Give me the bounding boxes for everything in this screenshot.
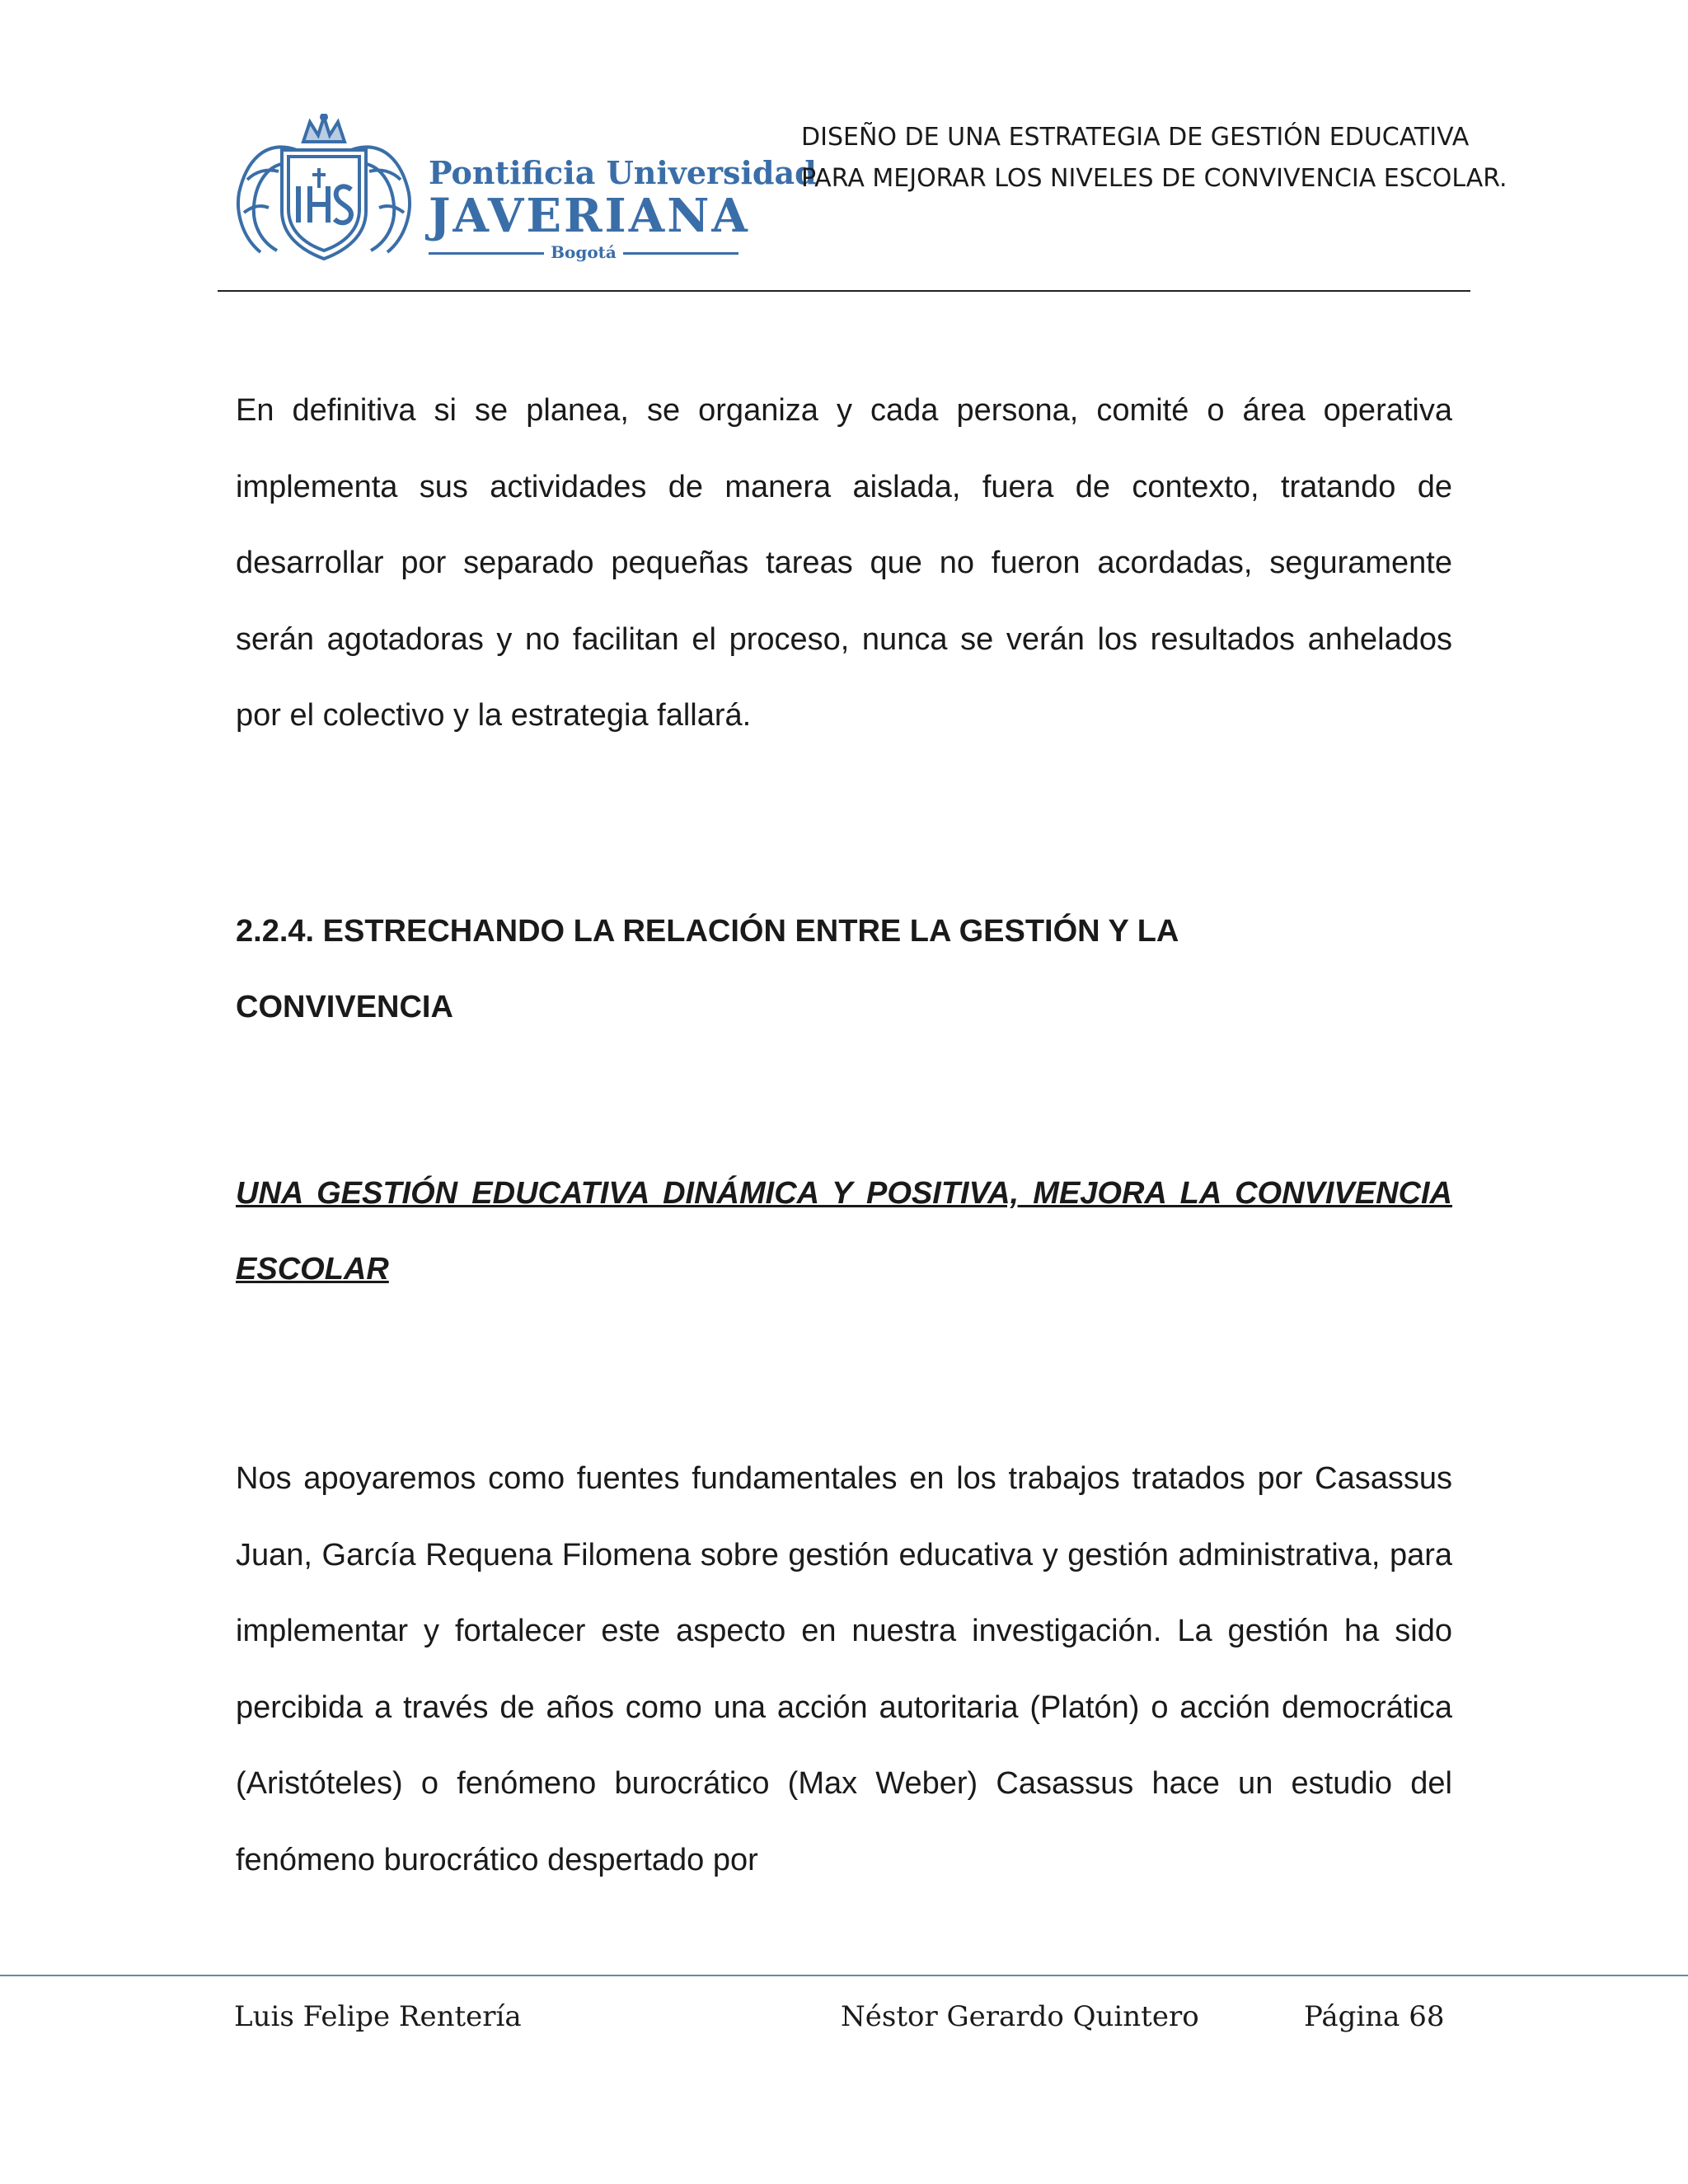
section-heading-line1: 2.2.4. ESTRECHANDO LA RELACIÓN ENTRE LA GESTIÓN Y LA bbox=[236, 914, 1179, 949]
footer-author-2: Néstor Gerardo Quintero bbox=[841, 2000, 1199, 2033]
page-number: Página 68 bbox=[1304, 2000, 1445, 2033]
logo-line-javeriana: JAVERIANA bbox=[429, 189, 750, 243]
section-heading bbox=[236, 893, 1452, 1045]
header-divider bbox=[218, 290, 1470, 292]
section-heading-line2: CONVIVENCIA bbox=[236, 990, 453, 1024]
logo-line-pontificia: Pontificia Universidad bbox=[429, 154, 817, 191]
footer-divider bbox=[0, 1975, 1688, 1976]
university-logo bbox=[231, 114, 817, 262]
body-paragraph-1: En definitiva si se planea, se organiza y cada persona, comité o área operativa implementa sus actividades de manera aislada, fuera de contexto, tratando de desarrollar por separado pequeñas tareas que no fueron acordadas, seguramente serán agotadoras y no facilitan el proceso, nunca se verán los resultados anhelados por el colectivo y la estrategia fallará. bbox=[236, 393, 1452, 733]
body-paragraph-2: Nos apoyaremos como fuentes fundamentales en los trabajos tratados por Casassus Juan, García Requena Filomena sobre gestión educativa y gestión administrativa, para implementar y fortalecer este aspecto en nuestra investigación. La gestión ha sido percibida a través de años como una acción autoritaria (Platón) o acción democrática (Aristóteles) o fenómeno burocrático (Max Weber) Casassus hace un estudio del fenómeno burocrático despertado por bbox=[236, 1461, 1452, 1877]
section-subheading: UNA GESTIÓN EDUCATIVA DINÁMICA Y POSITIVA, MEJORA LA CONVIVENCIA ESCOLAR bbox=[236, 1176, 1452, 1286]
document-title bbox=[801, 117, 1507, 199]
document-title-line2: PARA MEJORAR LOS NIVELES DE CONVIVENCIA ESCOLAR. bbox=[801, 164, 1507, 193]
university-crest-icon bbox=[231, 114, 417, 262]
logo-line-bogota: Bogotá bbox=[429, 241, 738, 264]
footer-author-1: Luis Felipe Rentería bbox=[234, 2000, 522, 2033]
document-title-line1: DISEÑO DE UNA ESTRATEGIA DE GESTIÓN EDUCATIVA bbox=[801, 123, 1470, 152]
university-name bbox=[429, 154, 817, 264]
